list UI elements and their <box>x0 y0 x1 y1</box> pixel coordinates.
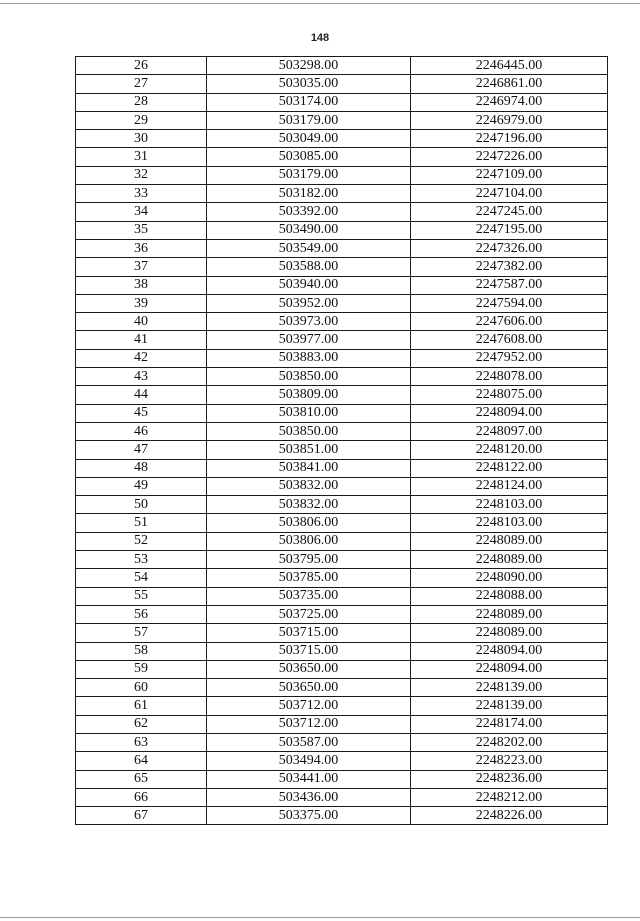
table-row <box>76 587 608 605</box>
point-number-cell: 64 <box>76 752 207 770</box>
x-coordinate-cell: 503179.00 <box>207 111 411 129</box>
x-coordinate-cell: 503174.00 <box>207 93 411 111</box>
x-coordinate-cell: 503436.00 <box>207 788 411 806</box>
point-number-cell: 59 <box>76 660 207 678</box>
y-coordinate-cell: 2248174.00 <box>411 715 608 733</box>
x-coordinate-cell: 503179.00 <box>207 166 411 184</box>
x-coordinate-cell: 503085.00 <box>207 148 411 166</box>
table-row <box>76 679 608 697</box>
table-row <box>76 459 608 477</box>
x-coordinate-cell: 503735.00 <box>207 587 411 605</box>
y-coordinate-cell: 2247195.00 <box>411 221 608 239</box>
page-number: 148 <box>310 32 330 44</box>
table-row <box>76 130 608 148</box>
point-number-cell: 67 <box>76 807 207 825</box>
table-row <box>76 532 608 550</box>
y-coordinate-cell: 2248226.00 <box>411 807 608 825</box>
x-coordinate-cell: 503298.00 <box>207 57 411 75</box>
point-number-cell: 32 <box>76 166 207 184</box>
y-coordinate-cell: 2248236.00 <box>411 770 608 788</box>
y-coordinate-cell: 2248103.00 <box>411 496 608 514</box>
x-coordinate-cell: 503883.00 <box>207 349 411 367</box>
x-coordinate-cell: 503851.00 <box>207 441 411 459</box>
point-number-cell: 56 <box>76 605 207 623</box>
table-row <box>76 368 608 386</box>
point-number-cell: 31 <box>76 148 207 166</box>
y-coordinate-cell: 2247608.00 <box>411 331 608 349</box>
x-coordinate-cell: 503587.00 <box>207 733 411 751</box>
x-coordinate-cell: 503850.00 <box>207 368 411 386</box>
y-coordinate-cell: 2247587.00 <box>411 276 608 294</box>
table-row <box>76 624 608 642</box>
table-row <box>76 276 608 294</box>
y-coordinate-cell: 2246979.00 <box>411 111 608 129</box>
point-number-cell: 47 <box>76 441 207 459</box>
coordinates-table-body <box>76 57 608 825</box>
table-row <box>76 331 608 349</box>
x-coordinate-cell: 503715.00 <box>207 642 411 660</box>
x-coordinate-cell: 503810.00 <box>207 404 411 422</box>
x-coordinate-cell: 503441.00 <box>207 770 411 788</box>
table-row <box>76 788 608 806</box>
x-coordinate-cell: 503182.00 <box>207 185 411 203</box>
point-number-cell: 30 <box>76 130 207 148</box>
table-row <box>76 660 608 678</box>
table-row <box>76 221 608 239</box>
point-number-cell: 54 <box>76 569 207 587</box>
x-coordinate-cell: 503375.00 <box>207 807 411 825</box>
y-coordinate-cell: 2248097.00 <box>411 422 608 440</box>
x-coordinate-cell: 503715.00 <box>207 624 411 642</box>
table-row <box>76 733 608 751</box>
y-coordinate-cell: 2247326.00 <box>411 239 608 257</box>
top-edge-rule <box>0 3 640 4</box>
point-number-cell: 53 <box>76 551 207 569</box>
y-coordinate-cell: 2248124.00 <box>411 477 608 495</box>
x-coordinate-cell: 503832.00 <box>207 477 411 495</box>
point-number-cell: 52 <box>76 532 207 550</box>
table-row <box>76 715 608 733</box>
y-coordinate-cell: 2248089.00 <box>411 551 608 569</box>
x-coordinate-cell: 503049.00 <box>207 130 411 148</box>
point-number-cell: 40 <box>76 313 207 331</box>
x-coordinate-cell: 503809.00 <box>207 386 411 404</box>
table-row <box>76 93 608 111</box>
y-coordinate-cell: 2248223.00 <box>411 752 608 770</box>
x-coordinate-cell: 503494.00 <box>207 752 411 770</box>
x-coordinate-cell: 503588.00 <box>207 258 411 276</box>
table-row <box>76 111 608 129</box>
x-coordinate-cell: 503712.00 <box>207 697 411 715</box>
point-number-cell: 38 <box>76 276 207 294</box>
x-coordinate-cell: 503977.00 <box>207 331 411 349</box>
x-coordinate-cell: 503795.00 <box>207 551 411 569</box>
y-coordinate-cell: 2248090.00 <box>411 569 608 587</box>
table-row <box>76 807 608 825</box>
table-row <box>76 349 608 367</box>
table-row <box>76 294 608 312</box>
point-number-cell: 58 <box>76 642 207 660</box>
point-number-cell: 62 <box>76 715 207 733</box>
x-coordinate-cell: 503850.00 <box>207 422 411 440</box>
x-coordinate-cell: 503035.00 <box>207 75 411 93</box>
table-row <box>76 57 608 75</box>
table-row <box>76 770 608 788</box>
table-row <box>76 551 608 569</box>
y-coordinate-cell: 2247606.00 <box>411 313 608 331</box>
point-number-cell: 35 <box>76 221 207 239</box>
point-number-cell: 66 <box>76 788 207 806</box>
point-number-cell: 48 <box>76 459 207 477</box>
table-row <box>76 514 608 532</box>
y-coordinate-cell: 2248094.00 <box>411 642 608 660</box>
point-number-cell: 46 <box>76 422 207 440</box>
x-coordinate-cell: 503712.00 <box>207 715 411 733</box>
y-coordinate-cell: 2248094.00 <box>411 404 608 422</box>
table-row <box>76 239 608 257</box>
y-coordinate-cell: 2247594.00 <box>411 294 608 312</box>
x-coordinate-cell: 503650.00 <box>207 679 411 697</box>
x-coordinate-cell: 503841.00 <box>207 459 411 477</box>
y-coordinate-cell: 2248139.00 <box>411 679 608 697</box>
point-number-cell: 51 <box>76 514 207 532</box>
table-row <box>76 496 608 514</box>
table-row <box>76 166 608 184</box>
x-coordinate-cell: 503725.00 <box>207 605 411 623</box>
y-coordinate-cell: 2248075.00 <box>411 386 608 404</box>
y-coordinate-cell: 2248103.00 <box>411 514 608 532</box>
table-row <box>76 697 608 715</box>
point-number-cell: 55 <box>76 587 207 605</box>
y-coordinate-cell: 2248202.00 <box>411 733 608 751</box>
table-row <box>76 185 608 203</box>
point-number-cell: 44 <box>76 386 207 404</box>
y-coordinate-cell: 2248078.00 <box>411 368 608 386</box>
y-coordinate-cell: 2248120.00 <box>411 441 608 459</box>
x-coordinate-cell: 503806.00 <box>207 532 411 550</box>
point-number-cell: 39 <box>76 294 207 312</box>
x-coordinate-cell: 503785.00 <box>207 569 411 587</box>
point-number-cell: 37 <box>76 258 207 276</box>
point-number-cell: 41 <box>76 331 207 349</box>
point-number-cell: 26 <box>76 57 207 75</box>
y-coordinate-cell: 2248094.00 <box>411 660 608 678</box>
y-coordinate-cell: 2247952.00 <box>411 349 608 367</box>
point-number-cell: 36 <box>76 239 207 257</box>
point-number-cell: 27 <box>76 75 207 93</box>
table-row <box>76 203 608 221</box>
y-coordinate-cell: 2248122.00 <box>411 459 608 477</box>
coordinates-table <box>75 56 608 825</box>
y-coordinate-cell: 2246861.00 <box>411 75 608 93</box>
y-coordinate-cell: 2248212.00 <box>411 788 608 806</box>
table-row <box>76 642 608 660</box>
x-coordinate-cell: 503806.00 <box>207 514 411 532</box>
y-coordinate-cell: 2248088.00 <box>411 587 608 605</box>
point-number-cell: 34 <box>76 203 207 221</box>
y-coordinate-cell: 2247196.00 <box>411 130 608 148</box>
table-row <box>76 477 608 495</box>
y-coordinate-cell: 2248089.00 <box>411 624 608 642</box>
point-number-cell: 57 <box>76 624 207 642</box>
y-coordinate-cell: 2247104.00 <box>411 185 608 203</box>
point-number-cell: 63 <box>76 733 207 751</box>
table-row <box>76 148 608 166</box>
table-row <box>76 441 608 459</box>
bottom-edge-rule <box>0 917 640 918</box>
x-coordinate-cell: 503650.00 <box>207 660 411 678</box>
x-coordinate-cell: 503973.00 <box>207 313 411 331</box>
y-coordinate-cell: 2248139.00 <box>411 697 608 715</box>
x-coordinate-cell: 503940.00 <box>207 276 411 294</box>
point-number-cell: 61 <box>76 697 207 715</box>
y-coordinate-cell: 2247382.00 <box>411 258 608 276</box>
point-number-cell: 43 <box>76 368 207 386</box>
y-coordinate-cell: 2248089.00 <box>411 532 608 550</box>
table-row <box>76 258 608 276</box>
x-coordinate-cell: 503490.00 <box>207 221 411 239</box>
table-row <box>76 422 608 440</box>
x-coordinate-cell: 503832.00 <box>207 496 411 514</box>
table-row <box>76 313 608 331</box>
x-coordinate-cell: 503549.00 <box>207 239 411 257</box>
y-coordinate-cell: 2246974.00 <box>411 93 608 111</box>
table-row <box>76 605 608 623</box>
y-coordinate-cell: 2246445.00 <box>411 57 608 75</box>
table-row <box>76 386 608 404</box>
x-coordinate-cell: 503392.00 <box>207 203 411 221</box>
point-number-cell: 28 <box>76 93 207 111</box>
table-row <box>76 569 608 587</box>
table-row <box>76 75 608 93</box>
point-number-cell: 33 <box>76 185 207 203</box>
table-row <box>76 404 608 422</box>
y-coordinate-cell: 2247245.00 <box>411 203 608 221</box>
point-number-cell: 49 <box>76 477 207 495</box>
y-coordinate-cell: 2248089.00 <box>411 605 608 623</box>
point-number-cell: 42 <box>76 349 207 367</box>
point-number-cell: 60 <box>76 679 207 697</box>
y-coordinate-cell: 2247226.00 <box>411 148 608 166</box>
point-number-cell: 65 <box>76 770 207 788</box>
y-coordinate-cell: 2247109.00 <box>411 166 608 184</box>
table-row <box>76 752 608 770</box>
point-number-cell: 45 <box>76 404 207 422</box>
x-coordinate-cell: 503952.00 <box>207 294 411 312</box>
point-number-cell: 29 <box>76 111 207 129</box>
point-number-cell: 50 <box>76 496 207 514</box>
